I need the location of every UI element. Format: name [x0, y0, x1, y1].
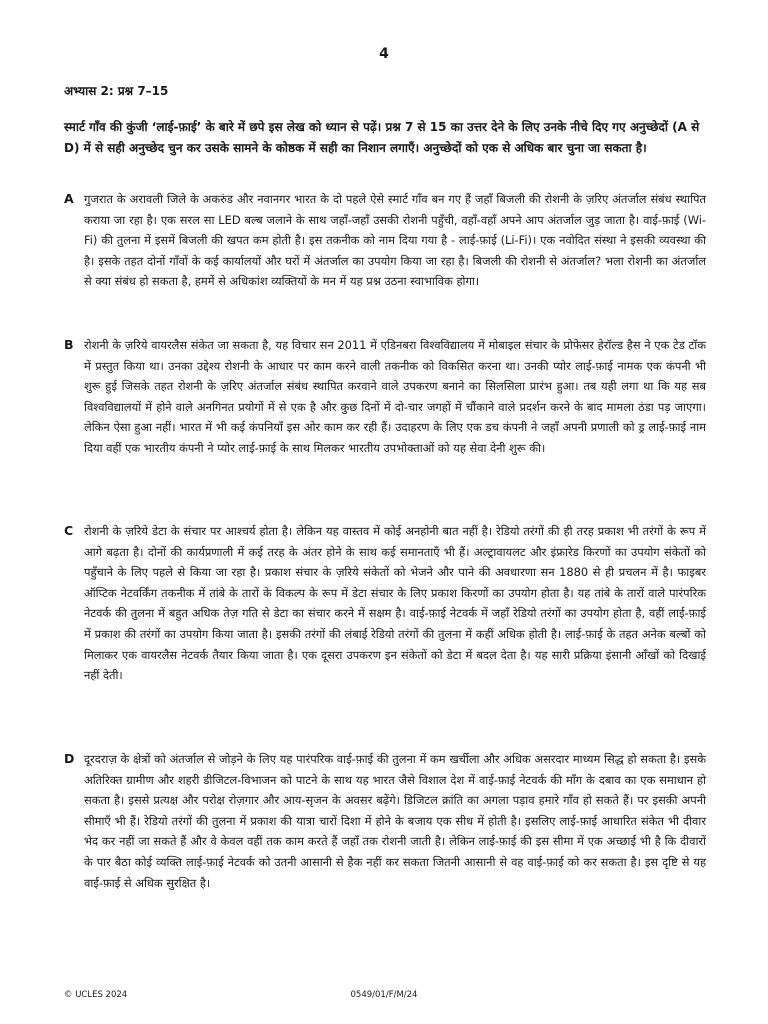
paragraph-d	[64, 749, 706, 893]
paragraph-text: रोशनी के ज़रिये वायरलैस संकेत जा सकता है, यह विचार सन 2011 में एडिनबरा विश्वविद्यालय में मोबाइल संचार के प्रोफेसर हेरॉल्ड हैस ने एक टेड टॉक में प्रस्तुत किया था। उनका उद्देश्य रोशनी के आधार पर काम करने वाली तकनीक को विकसित करना था। उनकी प्योर लाई-फ़ाई नामक एक कंपनी भी शुरू हुई जिसके तहत रोशनी के ज़रिए अंतर्जाल संबंध स्थापित करवाने वाले उपकरण बनाने का सिलसिला प्रारंभ हुआ। तब यही लगा था कि यह सब विश्वविद्यालयों में होने वाले अनगिनत प्रयोगों में से एक है और कुछ दिनों में दो-चार जगहों में चौंकाने वाले प्रदर्शन करने के बाद मामला ठंडा पड़ जाएगा। लेकिन ऐसा हुआ नहीं। भारत में भी कई कंपनियाँ इस ओर काम कर रही हैं। उदाहरण के लिए एक डच कंपनी ने जहाँ अपनी प्रणाली को ड्र लाई-फ़ाई नाम दिया वहीं एक भारतीय कंपनी ने प्योर लाई-फ़ाई के साथ मिलकर भारतीय उपभोक्ताओं को यह सेवा देनी शुरू की।	[84, 338, 706, 455]
paragraph-c	[64, 521, 706, 686]
paragraph-letter: D	[64, 751, 75, 766]
footer-copyright: © UCLES 2024	[64, 990, 128, 1000]
exercise-heading: अभ्यास 2: प्रश्न 7–15	[64, 84, 169, 98]
paragraph-letter: B	[64, 337, 74, 352]
page-number: 4	[379, 46, 389, 62]
paragraph-text: दूरदराज़ के क्षेत्रों को अंतर्जाल से जोड़ने के लिए यह पारंपरिक वाई-फ़ाई की तुलना में कम खर्चीला और अधिक असरदार माध्यम सिद्ध हो सकता है। इसके अतिरिक्त ग्रामीण और शहरी डीजिटल-विभाजन को पाटने के साथ यह भारत जैसे विशाल देश में वाई-फ़ाई नेटवर्क की माँग के दबाव का एक समाधान हो सकता है। इससे प्रत्यक्ष और परोक्ष रोज़गार और आय-सृजन के अवसर बढ़ेंगे। डिजिटल क्रांति का अगला पड़ाव हमारे गाँव हो सकते हैं। पर इसकी अपनी सीमाएँ भी हैं। रेडियो तरंगों की तुलना में प्रकाश की यात्रा चारों दिशा में होने के बजाय एक सीध में होती है। इसलिए लाई-फ़ाई आधारित संकेत भी दीवार भेद कर नहीं जा सकते हैं और वे केवल वहीं तक काम करते हैं जहाँ तक रोशनी जाती है। लेकिन लाई-फ़ाई की इस सीमा में एक अच्छाई भी है कि दीवारों के पार बैठा कोई व्यक्ति लाई-फ़ाई नेटवर्क को उतनी आसानी से हैक नहीं कर सकता जितनी आसानी से वह वाई-फ़ाई को कर सकता है। इस दृष्टि से यह वाई-फ़ाई से अधिक सुरक्षित है।	[84, 752, 706, 890]
instructions: स्मार्ट गाँव की कुंजी ‘लाई-फ़ाई’ के बारे में छपे इस लेख को ध्यान से पढ़ें। प्रश्न 7 से 15 का उत्तर देने के लिए उनके नीचे दिए गए अनुच्छेदों (A से D) में से सही अनुच्छेद चुन कर उसके सामने के कोष्ठक में सही का निशान लगाएँ। अनुच्छेदों को एक से अधिक बार चुना जा सकता है।	[64, 120, 700, 155]
paragraph-letter: C	[64, 523, 74, 538]
paragraph-b	[64, 335, 706, 459]
paragraph-text: गुजरात के अरावली जिले के अकरुंड और नवानगर भारत के दो पहले ऐसे स्मार्ट गाँव बन गए हैं जहाँ बिजली की रोशनी के ज़रिए अंतर्जाल संबंध स्थापित कराया जा रहा है। एक सरल सा LED बल्ब जलाने के साथ जहाँ-जहाँ उसकी रोशनी पहुँची, वहाँ-वहाँ अपने आप अंतर्जाल जुड़ जाता है। वाई-फ़ाई (Wi-Fi) की तुलना में इसमें बिजली की खपत कम होती है। इस तकनीक को नाम दिया गया है - लाई-फ़ाई (Li-Fi)। एक नवोदित संस्था ने इसकी व्यवस्था की है। इसके तहत दोनों गाँवों के कई कार्यालयों और घरों में अंतर्जाल का उपयोग किया जा रहा है। बिजली की रोशनी से अंतर्जाल? भला रोशनी का अंतर्जाल से क्या संबंध हो सकता है, हममें से अधिकांश व्यक्तियों के मन में यह प्रश्न उठना स्वाभाविक होगा।	[84, 192, 706, 289]
paragraph-letter: A	[64, 191, 74, 206]
paragraph-text: रोशनी के ज़रिये डेटा के संचार पर आश्चर्य होता है। लेकिन यह वास्तव में कोई अनहोनी बात नहीं है। रेडियो तरंगों की ही तरह प्रकाश भी तरंगों के रूप में आगे बढ़ता है। दोनों की कार्यप्रणाली में कई तरह के अंतर होने के साथ कई समानताएँ भी हैं। अल्ट्रावायलट और इंफ्रारेड किरणों का उपयोग संकेतों को पहुँचाने के लिए पहले से किया जा रहा है। प्रकाश संचार के ज़रिये संकेतों को भेजने और पाने की अवधारणा सन 1880 से ही प्रचलन में है। फाइबर ऑप्टिक नेटवर्किंग तकनीक में तांबे के तारों के विकल्प के रूप में डेटा संचार के लिए प्रकाश किरणों का उपयोग होता है। यह तांबे के तारों वाले पारंपरिक नेटवर्क की तुलना में बहुत अधिक तेज़ गति से डेटा का संचार करने में सक्षम है। वाई-फ़ाई नेटवर्क में जहाँ रेडियो तरंगों का उपयोग होता है, वहीं लाई-फ़ाई में प्रकाश की तरंगों का उपयोग किया जाता है। इसकी तरंगों की लंबाई रेडियो तरंगों की तुलना में कहीं अधिक होती है। लाई-फ़ाई के तहत अनेक बल्बों को मिलाकर एक वायरलैस नेटवर्क तैयार किया जाता है। एक दूसरा उपकरण इन संकेतों को डेटा में बदल देता है। यह सारी प्रक्रिया इंसानी आँखों को दिखाई नहीं देती।	[84, 524, 706, 683]
paragraph-a	[64, 189, 706, 292]
footer-paper-code: 0549/01/F/M/24	[350, 990, 418, 1000]
